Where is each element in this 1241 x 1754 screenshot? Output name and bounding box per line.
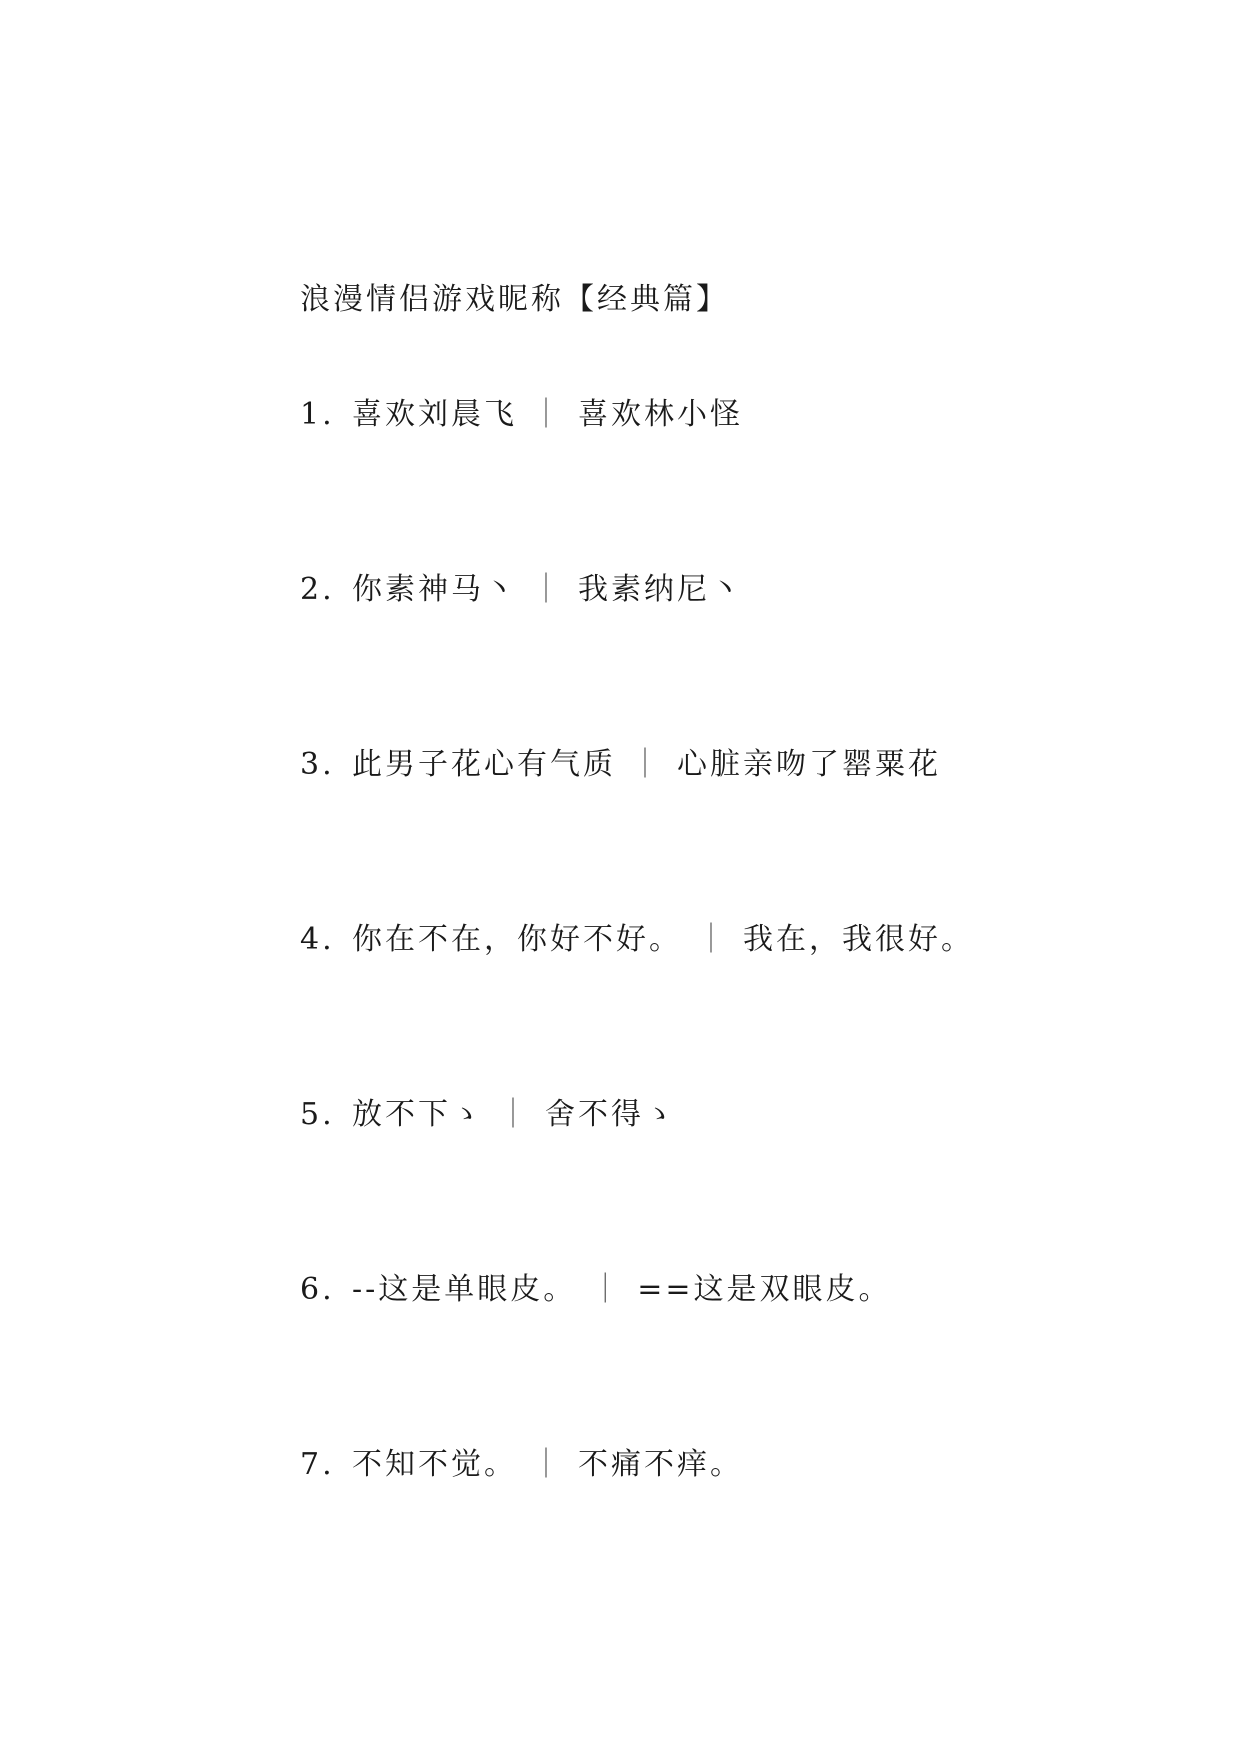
entry-left-nickname: 不知不觉。 bbox=[352, 1447, 517, 1482]
nickname-entry bbox=[300, 745, 941, 785]
entry-left-nickname: 此男子花心有气质 bbox=[352, 747, 616, 782]
pair-separator: ｜ bbox=[696, 922, 729, 957]
nickname-entry bbox=[300, 570, 743, 610]
entry-left-nickname: 你素神马丶 bbox=[352, 572, 517, 607]
pair-separator: ｜ bbox=[531, 572, 564, 607]
entry-number: 5. bbox=[300, 1097, 335, 1132]
nickname-entry bbox=[300, 1445, 743, 1485]
nickname-entry bbox=[300, 395, 743, 435]
pair-separator: ｜ bbox=[498, 1097, 531, 1132]
nickname-entry bbox=[300, 1270, 892, 1310]
pair-separator: ｜ bbox=[531, 1447, 564, 1482]
entry-left-nickname: 放不下ゝ bbox=[352, 1097, 484, 1132]
pair-separator: ｜ bbox=[590, 1272, 624, 1307]
nickname-entry bbox=[300, 1095, 677, 1135]
entry-number: 6. bbox=[300, 1272, 335, 1307]
nickname-entry bbox=[300, 920, 974, 960]
entry-right-nickname: 舍不得ゝ bbox=[545, 1097, 677, 1132]
pair-separator: ｜ bbox=[630, 747, 663, 782]
entry-left-nickname: 喜欢刘晨飞 bbox=[352, 397, 517, 432]
pair-separator: ｜ bbox=[531, 397, 564, 432]
entry-number: 2. bbox=[300, 572, 335, 607]
entry-number: 4. bbox=[300, 922, 335, 957]
entry-right-nickname: ==这是双眼皮。 bbox=[637, 1272, 892, 1307]
entry-right-nickname: 喜欢林小怪 bbox=[578, 397, 743, 432]
entry-right-nickname: 我在，我很好。 bbox=[743, 922, 974, 957]
entry-right-nickname: 我素纳尼丶 bbox=[578, 572, 743, 607]
document-title: 浪漫情侣游戏昵称【经典篇】 bbox=[300, 282, 729, 317]
entry-number: 3. bbox=[300, 747, 335, 782]
entry-number: 1. bbox=[300, 397, 335, 432]
entry-right-nickname: 心脏亲吻了罂粟花 bbox=[677, 747, 941, 782]
entry-left-nickname: --这是单眼皮。 bbox=[352, 1272, 577, 1307]
entry-number: 7. bbox=[300, 1447, 335, 1482]
entry-left-nickname: 你在不在，你好不好。 bbox=[352, 922, 682, 957]
entry-right-nickname: 不痛不痒。 bbox=[578, 1447, 743, 1482]
